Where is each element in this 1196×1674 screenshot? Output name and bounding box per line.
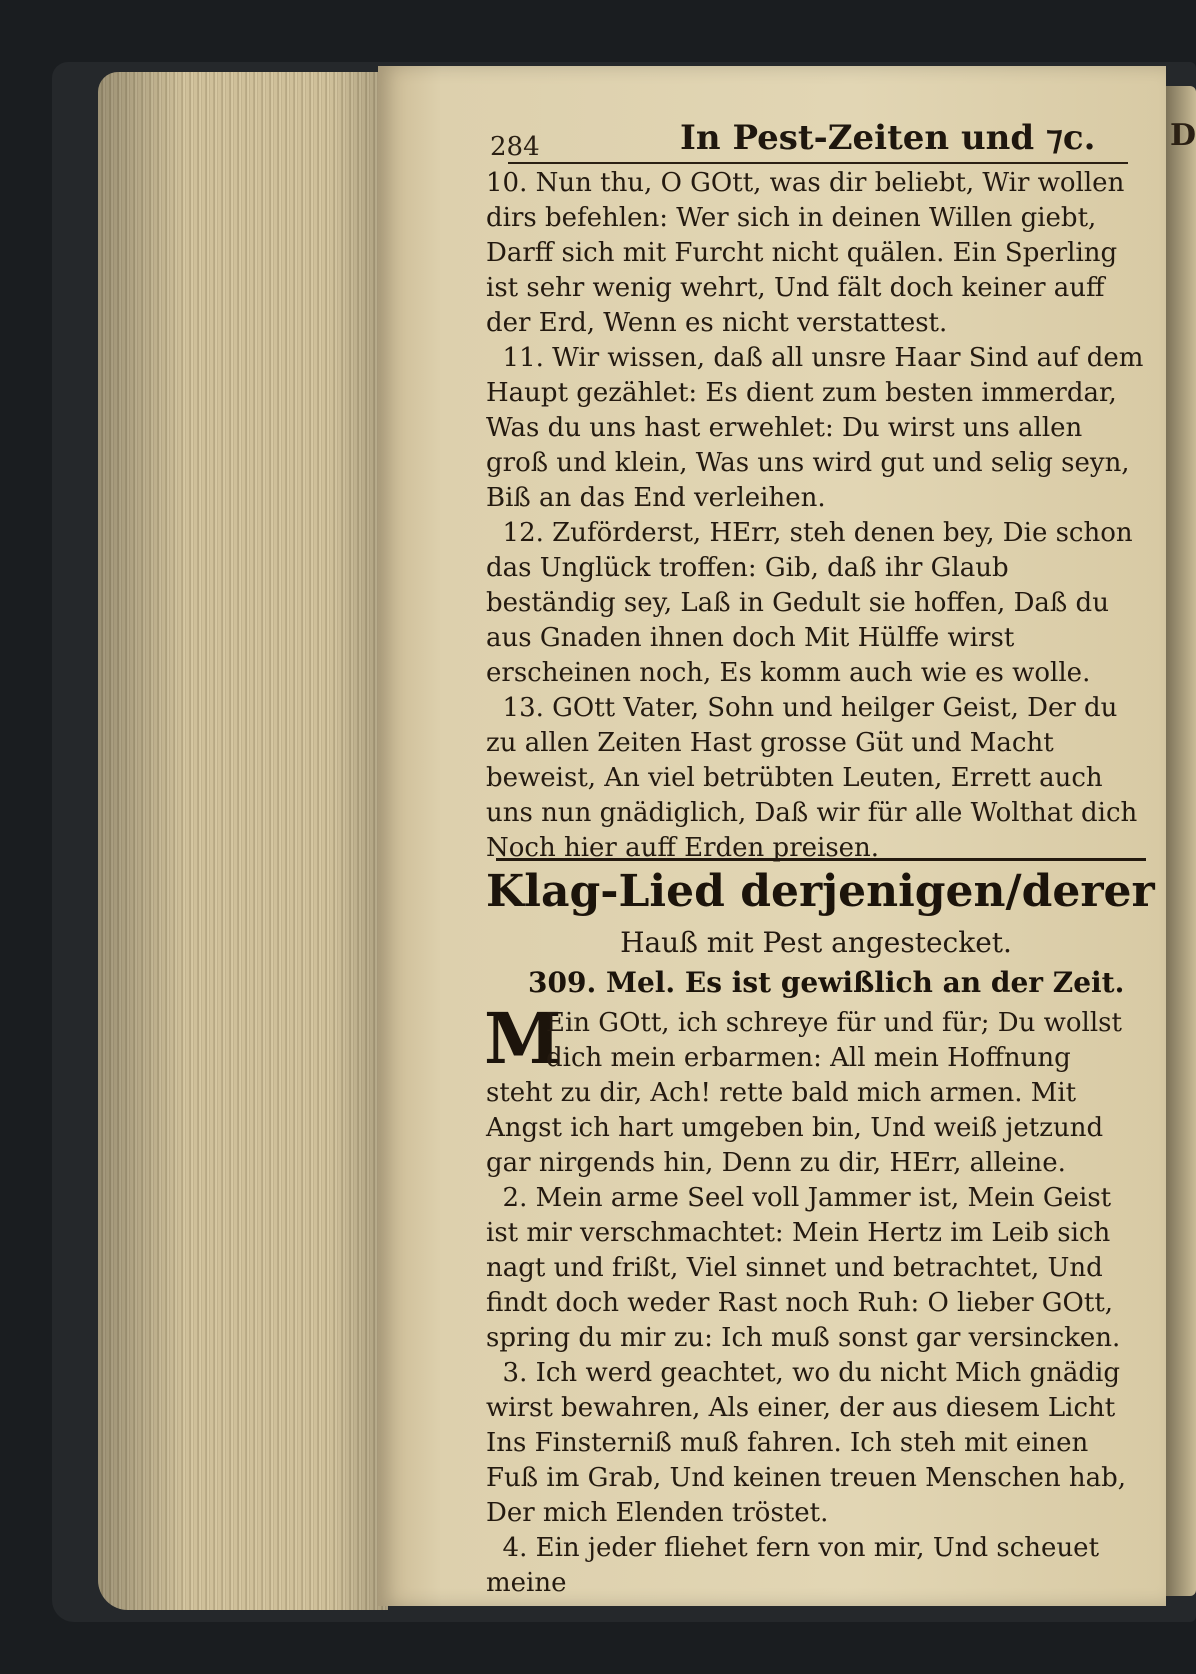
next-page-fragment: D: [1170, 118, 1196, 153]
page-number: 284: [490, 132, 540, 162]
next-page-edge: [1166, 86, 1196, 1596]
section-divider: [496, 858, 1146, 861]
running-head: In Pest-Zeiten und ⁊c.: [680, 118, 1096, 158]
melody-line: 309. Mel. Es ist gewißlich an der Zeit.: [528, 966, 1125, 999]
hymn-verses: steht zu dir, Ach! rette bald mich armen. Mit Angst ich hart umgeben bin, Und weiß jetzund gar nirgends hin, Denn zu dir, HErr, alleine. 2. Mein arme Seel voll Jammer ist, Mein Geist ist mir verschmachtet: Mein Hertz im Leib sich nagt und frißt, Viel sinnet und betrachtet, Und findt doch weder Rast noch Ruh: O lieber GOtt, spring du mir zu: Ich muß sonst gar versincken. 3. Ich werd geachtet, wo du nicht Mich gnädig wirst bewahren, Als einer, der aus diesem Licht Ins Finsterniß muß fahren. Ich steh mit einen Fuß im Grab, Und keinen treuen Menschen hab, Der mich Elenden tröstet. 4. Ein jeder fliehet fern von mir, Und scheuet meine: [486, 1078, 1127, 1598]
hymn-verses-previous: 10. Nun thu, O GOtt, was dir beliebt, Wir wollen dirs befehlen: Wer sich in deinen Willen giebt, Darff sich mit Furcht nicht quälen. Ein Sperling ist sehr wenig wehrt, Und fält doch keiner auff der Erd, Wenn es nicht verstattest. 11. Wir wissen, daß all unsre Haar Sind auf dem Haupt gezählet: Es dient zum besten immerdar, Was du uns hast erwehlet: Du wirst uns allen groß und klein, Was uns wird gut und selig seyn, Biß an das End verleihen. 12. Zuförderst, HErr, steh denen bey, Die schon das Unglück troffen: Gib, daß ihr Glaub beständig sey, Laß in Gedult sie hoffen, Daß du aus Gnaden ihnen doch Mit Hülffe wirst erscheinen noch, Es komm auch wie es wolle. 13. GOtt Vater, Sohn und heilger Geist, Der du zu allen Zeiten Hast grosse Güt und Macht beweist, An viel betrübten Leuten, Errett auch uns nun gnädiglich, Daß wir für alle Wolthat dich Noch hier auff Erden preisen.: [486, 168, 1144, 863]
hymn-title: Klag-Lied derjenigen/derer: [486, 866, 1155, 917]
page-edges: [98, 72, 388, 1610]
hymn-subtitle: Hauß mit Pest angestecket.: [620, 926, 1012, 959]
hymn-first-line: Ein GOtt, ich schreye für und für; Du wollst dich mein erbarmen: All mein Hoffnung: [546, 1008, 1131, 1073]
drop-cap: M: [484, 997, 562, 1080]
header-rule: [508, 162, 1128, 164]
book-page: [378, 66, 1166, 1606]
